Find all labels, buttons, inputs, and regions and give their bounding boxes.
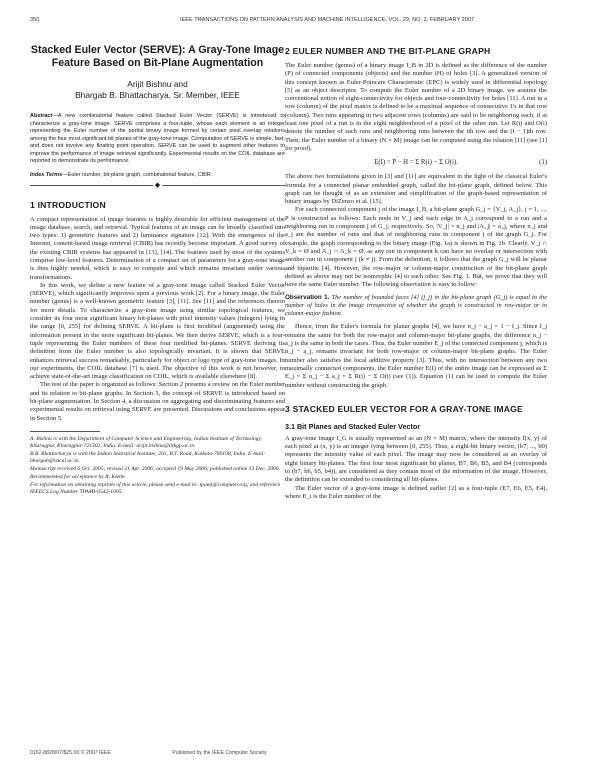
index-terms — [30, 172, 285, 178]
journal-header: IEEE TRANSACTIONS ON PATTERN ANALYSIS AND MACHINE INTELLIGENCE, VOL. 29, NO. 2, FEBRUARY 2007 — [180, 17, 475, 23]
intro-paragraph-3: The rest of the paper is organized as follows: Section 2 presents a review on the Euler number and its relation to bit-plane graphs. In Section 3, the concept of SERVE is introduced based on bit-plane augmentation. In Section 4, a discussion on aggregating and discriminating features and experimental results on retrieval using SERVE are presented. Discussions and conclusions appear in Section 5. — [30, 381, 285, 422]
footnote-affiliation-1: A. Bishnu is with the Department of Computer Science and Engineering, Indian Institute of Technology, Kharagpur, Kharagpur-721302, India. E-mail: arijit.bishnu@iitkgp.ac.in. — [30, 435, 263, 449]
footnote-manuscript: Manuscript received 6 Oct. 2005; revised 21 Apr. 2006; accepted 19 May 2006; published online 13 Dec. 2006. — [30, 465, 281, 472]
footnote-recommended: Recommended for acceptance by R. Klette. — [30, 473, 127, 480]
footnote-rule — [30, 431, 100, 432]
serve-paragraph-2: The Euler vector of a gray-tone image is defined earlier [2] as a four-tuple (E7, E6, E5, E4), where E_i is the Euler number of the — [285, 484, 547, 500]
footnotes — [30, 436, 285, 496]
serve-paragraph-1: A gray-tone image I_G is usually represented as an (N × M) matrix, where the intensity I(x, y) of each pixel at (x, y) is an integer lying between [0, 255]. Thus, a eight-bit binary vector, (b7, ..., b0) represents the intensity value of each pixel. The image may now be considered as an overlay of eight binary bit-planes. The first four most significant bit planes, B7, B6, B5, and B4 (corresponds to (b7, b6, b5, b4)), are considered as they contain most of the information of the image. However, the definition can be extended to considering all bit-planes. — [285, 434, 547, 484]
equation-1 — [285, 159, 547, 166]
index-terms-text: —Euler number, bit-plane graph, combinatorial feature, CBIR. — [62, 171, 213, 178]
section-3-heading: 3 STACKED EULER VECTOR FOR A GRAY-TONE IMAGE — [285, 403, 523, 414]
subsection-3-1-heading: 3.1 Bit Planes and Stacked Euler Vector — [285, 421, 421, 431]
equation-body: E(I) = P − H = Σ R(i) − Σ O(i). — [374, 159, 458, 167]
issn-line: 0162-8828/07/$25.00 © 2007 IEEE — [30, 750, 111, 756]
page-number: 350 — [30, 17, 40, 23]
footnote-reprints: For information on obtaining reprints of this article, please send e-mail to: tpami@computer.org, and reference IEEECS Log Number TPAMI-0542-1005. — [30, 481, 281, 495]
euler-paragraph-2: The above two formulations given in [3] and [11] are equivalent in the light of the classical Euler's formula for a connected planar embedded graph, called the bit-plane graph, defined below. This graph can be thought of as an extension and simplification of the graph-based representation of binary images by DiZenzo et al. [15]. — [285, 173, 547, 206]
section-1-heading: 1 INTRODUCTION — [30, 199, 106, 210]
observation-label: Observation 1. — [285, 294, 330, 302]
equation-number: (1) — [539, 159, 547, 167]
section-2-heading: 2 EULER NUMBER AND THE BIT-PLANE GRAPH — [285, 46, 491, 56]
author-1: Arijit Bishnu and — [127, 79, 188, 89]
intro-paragraph-1: A compact representation of image features is highly desirable for efficient management of the image database, search, and retrieval. Typical features of an image can be broadly classified into two types: 1) geometric features and 2) luminance signature [12]. With the emergence of the Internet, content-based image retrieval (CBIR) has recently become important. A good survey of the existing CBIR systems has appeared in [13], [14]. The features used by most of the systems comprise low-level features. Determination of a compact set of parameters for a gray-tone image is thus highly needed, which is easy to compute and which remains invariant under various transformations. — [30, 215, 285, 281]
paper-title: Stacked Euler Vector (SERVE): A Gray-Tone Image Feature Based on Bit-Plane Augmentation — [30, 44, 285, 69]
section-separator — [30, 180, 285, 189]
abstract-label: Abstract — [30, 113, 53, 119]
observation-1 — [285, 294, 547, 318]
euler-paragraph-1: The Euler number (genus) of a binary image I_B in 2D is defined as the difference of the number (P) of connected components (objects) and the number (H) of holes [3]. A generalized version of this concept known as Euler-Poincare Characteristic (EPC) is widely used in differential topology [5] as an object descriptor. To compute the Euler number of a 2D binary image, we assume the conventional notion of eight-connectivity for objects and four-connectivity for holes [11]. A run in a row (column) of the pixel matrix is defined to be a maximal sequence of consecutive 1's in that row (column). Two runs appearing in two adjacent rows (columns) are said to be neighboring each, if at least one pixel of a run is in the eight neighborhood of a pixel of the other run. Let R(i) and O(i) denote the number of such runs and neighboring runs between the ith row and the (i − 1)th row. Then, the Euler number of a binary (N × M) image can be computed using the relation [11] (see [1] for proof). — [285, 62, 547, 152]
abstract-text: —A new combinatorial feature called Stacked Euler Vector (SERVE) is introduced to characterize a gray-tone image. SERVE comprises a four-tuple, whose each element is an integer representing the Euler number of the partial binary image formed by certain pixel overlap relations among the four most significant bit planes of the gray-tone image. Computation of SERVE is simple, fast, and does not involve any floating point operation. SERVE can be used to augment other features to improve the performance of image retrieval significantly. Experimental results on the COIL database are reported to demonstrate its performance. — [30, 113, 285, 164]
diamond-icon: ◆ — [154, 180, 161, 189]
page-footer — [30, 750, 267, 756]
publisher-line: Published by the IEEE Computer Society — [172, 750, 267, 756]
right-column — [285, 44, 547, 501]
abstract — [30, 113, 285, 166]
footnote-affiliation-2: B.B. Bhattacharya is with the Indian Statistical Institute, 203, B.T. Road, Kolkata-700108, India. E-mail: bhargab@isical.ac.in. — [30, 450, 266, 464]
author-block — [30, 79, 285, 101]
left-column — [30, 44, 285, 497]
euler-paragraph-4: Hence, from the Euler's formula for planar graphs [4], we have n_j − a_j = 1 − f_j. Since f_j remains the same for both the row-major and column-major bit-plane graphs, the difference n_j − a_j is the same in both the cases. Thus, the Euler number E_j of the connected component j, which is n_j − a_j, remains invariant for both row-major or column-major bit-plane graphs. The Euler number also satisfies the local additive property [3]. Thus, with no intersection between any two maximally connected components, the Euler number E(I) of the entire image can be expressed as Σ E_j = Σ n_j − Σ a_j = Σ R(i) − Σ O(i) (see (1)). Equation (1) can be used to compute the Euler number without constructing the graph. — [285, 323, 547, 389]
intro-paragraph-2: In this work, we define a new feature of a gray-tone image called Stacked Euler Vector (SERVE), which significantly improves upon a previous work [2]. For a binary image, the Euler number (genus) is a well-known geometric feature [3], [11]. See [11] and the references therein for more details. To characterize a gray-tone image using similar topological features, we consider its four most significant binary bit-planes with pixel intensity values (integers) lying in the range [0, 255] for defining SERVE. A bit-plane is first modified (augmented) using the information present in the more significant bit-planes. We then derive SERVE, which is a four-tuple representing the Euler numbers of these four modified bit-planes. SERVE deriving its definition from the Euler number is also topologically invariant. It is shown that SERVE enhances retrieval success remarkably, particularly for object or logo type of gray-tone images. In our experiments, the COIL database [7] is used. The objective of this work is not however, to achieve state-of-the-art image classification on COIL, which is available elsewhere [8]. — [30, 281, 285, 381]
author-2: Bhargab B. Bhattacharya, Sr. Member, IEEE — [75, 90, 240, 100]
observation-text: The number of bounded faces [4] (f_j) in the bit-plane graph (G_j) is equal to the number of holes in the image irrespective of whether the graph is constructed in row-major or in column-major fashion. — [285, 294, 547, 318]
index-terms-label: Index Terms — [30, 171, 63, 178]
euler-paragraph-3: For each connected component j of the image I_B, a bit-plane graph G_j = {V_j, A_j}, j = 1, ..., P is constructed as follows: Each node in V_j and each edge in A_j correspond to a run and a neighboring run in component j of G_j, respectively. So, |V_j| = n_j and |A_j| = a_j, where n_j and a_j are the number of runs and that of neighboring runs in component j of the graph G_j. For example, the graph corresponding to the binary image (Fig. 1a) is shown in Fig. 1b. Clearly, V_j ∩ V_k = Ø and A_j ∩ A_k = Ø, as any run in component k can have no overlap or intersection with another run in component j (k ≠ j). From the definition, it follows that the graph G_j will be planar and bipartite [4]. However, the row-major or column-major construction of the bit-plane graph defined as above may not be isomorphic [4] to each other. See Fig. 1. But, we prove that they will have the same Euler number. The following observation is easy to follow: — [285, 206, 547, 289]
